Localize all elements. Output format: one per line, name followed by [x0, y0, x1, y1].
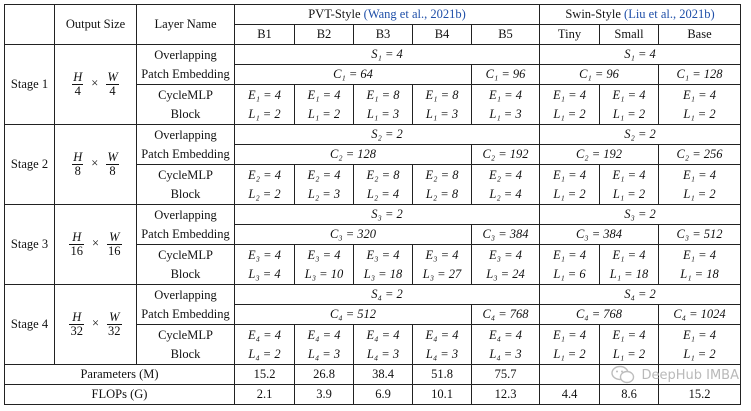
- expansion-ratio: E₄ = 4: [235, 325, 295, 345]
- layer-patch-embedding: Patch Embedding: [137, 305, 235, 325]
- channels-swin: C₂ = 192: [540, 145, 659, 165]
- expansion-ratio: E₄ = 4: [472, 325, 540, 345]
- column-header: B5: [472, 25, 540, 45]
- parameters-value: 38.4: [354, 365, 413, 385]
- num-layers: L₁ = 2: [659, 345, 741, 365]
- cyclemlp-config-table: [4, 4, 741, 405]
- expansion-ratio: E₃ = 4: [354, 245, 413, 265]
- channels-pvt: C₁ = 64: [235, 65, 472, 85]
- num-layers: L₁ = 2: [295, 105, 354, 125]
- expansion-ratio: E₁ = 4: [472, 85, 540, 105]
- parameters-value: 75.7: [472, 365, 540, 385]
- layer-cyclemlp: CycleMLP: [137, 245, 235, 265]
- parameters-value: 15.2: [235, 365, 295, 385]
- expansion-ratio: E₁ = 8: [354, 85, 413, 105]
- layer-patch-embedding: Patch Embedding: [137, 225, 235, 245]
- expansion-ratio: E₁ = 4: [600, 245, 659, 265]
- expansion-ratio: E₁ = 4: [235, 85, 295, 105]
- channels-pvt: C₃ = 320: [235, 225, 472, 245]
- num-layers: L₄ = 3: [413, 345, 472, 365]
- num-layers: L₄ = 3: [295, 345, 354, 365]
- expansion-ratio: E₂ = 8: [354, 165, 413, 185]
- width-fraction: $\frac{W}{16}$: [108, 229, 121, 258]
- expansion-ratio: E₁ = 4: [659, 245, 741, 265]
- num-layers: L₃ = 10: [295, 265, 354, 285]
- height-fraction: $\frac{H}{16}$: [70, 229, 83, 258]
- height-fraction: $\frac{H}{4}$: [73, 69, 83, 98]
- num-layers: L₂ = 8: [413, 185, 472, 205]
- num-layers: L₁ = 2: [659, 105, 741, 125]
- expansion-ratio: E₂ = 4: [235, 165, 295, 185]
- table-row: [5, 385, 741, 405]
- stride-swin: S₁ = 4: [540, 45, 741, 65]
- column-header: Tiny: [540, 25, 600, 45]
- expansion-ratio: E₃ = 4: [235, 245, 295, 265]
- num-layers: L₂ = 2: [235, 185, 295, 205]
- num-layers: L₁ = 2: [600, 185, 659, 205]
- num-layers: L₁ = 2: [235, 105, 295, 125]
- channels-swin: C₁ = 96: [540, 65, 659, 85]
- flops-value: 10.1: [413, 385, 472, 405]
- layer-cyclemlp: CycleMLP: [137, 165, 235, 185]
- header-swin-style: [540, 5, 741, 25]
- num-layers: L₂ = 3: [295, 185, 354, 205]
- expansion-ratio: E₁ = 4: [659, 165, 741, 185]
- stride-pvt: S₂ = 2: [235, 125, 540, 145]
- layer-block: Block: [137, 105, 235, 125]
- expansion-ratio: E₄ = 4: [295, 325, 354, 345]
- expansion-ratio: E₄ = 4: [354, 325, 413, 345]
- flops-value: 15.2: [659, 385, 741, 405]
- channels-swin-base: C₂ = 256: [659, 145, 741, 165]
- channels-swin-base: C₃ = 512: [659, 225, 741, 245]
- expansion-ratio: E₃ = 4: [295, 245, 354, 265]
- pvt-title: PVT-Style: [308, 7, 361, 22]
- header-output-size: Output Size: [55, 5, 137, 45]
- parameters-value: [540, 365, 600, 385]
- output-size-formula: $\frac{H}{8}$ × $\frac{W}{8}$: [55, 125, 137, 205]
- num-layers: L₁ = 3: [413, 105, 472, 125]
- expansion-ratio: E₃ = 4: [413, 245, 472, 265]
- layer-block: Block: [137, 345, 235, 365]
- stride-pvt: S₁ = 4: [235, 45, 540, 65]
- num-layers: L₄ = 2: [235, 345, 295, 365]
- expansion-ratio: E₂ = 4: [295, 165, 354, 185]
- layer-overlapping: Overlapping: [137, 125, 235, 145]
- expansion-ratio: E₁ = 4: [295, 85, 354, 105]
- pvt-citation: (Wang et al., 2021b): [363, 7, 466, 22]
- flops-value: 3.9: [295, 385, 354, 405]
- stride-pvt: S₃ = 2: [235, 205, 540, 225]
- expansion-ratio: E₁ = 4: [600, 85, 659, 105]
- column-header: Small: [600, 25, 659, 45]
- stage-label: Stage 3: [5, 205, 55, 285]
- stage-label: Stage 2: [5, 125, 55, 205]
- expansion-ratio: E₃ = 4: [472, 245, 540, 265]
- output-size-formula: $\frac{H}{4}$ × $\frac{W}{4}$: [55, 45, 137, 125]
- output-size-formula: $\frac{H}{16}$ × $\frac{W}{16}$: [55, 205, 137, 285]
- flops-value: 12.3: [472, 385, 540, 405]
- height-fraction: $\frac{H}{32}$: [70, 309, 83, 338]
- channels-swin: C₄ = 768: [540, 305, 659, 325]
- header-pvt-style: [235, 5, 540, 25]
- wechat-logo-icon: [611, 365, 635, 385]
- channels-pvt-b5: C₁ = 96: [472, 65, 540, 85]
- output-size-formula: $\frac{H}{32}$ × $\frac{W}{32}$: [55, 285, 137, 365]
- num-layers: L₁ = 2: [659, 185, 741, 205]
- column-header: B2: [295, 25, 354, 45]
- stage-label: Stage 1: [5, 45, 55, 125]
- width-fraction: $\frac{W}{32}$: [108, 309, 121, 338]
- channels-swin-base: C₁ = 128: [659, 65, 741, 85]
- num-layers: L₁ = 6: [540, 265, 600, 285]
- num-layers: L₁ = 3: [472, 105, 540, 125]
- watermark: [611, 365, 739, 385]
- num-layers: L₃ = 18: [354, 265, 413, 285]
- header-layer-name: Layer Name: [137, 5, 235, 45]
- expansion-ratio: E₂ = 8: [413, 165, 472, 185]
- layer-patch-embedding: Patch Embedding: [137, 65, 235, 85]
- num-layers: L₁ = 2: [540, 345, 600, 365]
- column-header: B1: [235, 25, 295, 45]
- expansion-ratio: E₁ = 4: [600, 325, 659, 345]
- height-fraction: $\frac{H}{8}$: [73, 149, 83, 178]
- num-layers: L₃ = 4: [235, 265, 295, 285]
- table-row: [5, 125, 741, 145]
- expansion-ratio: E₁ = 4: [540, 245, 600, 265]
- num-layers: L₃ = 27: [413, 265, 472, 285]
- swin-title: Swin-Style: [565, 7, 621, 22]
- table-row: [5, 285, 741, 305]
- flops-value: 2.1: [235, 385, 295, 405]
- flops-value: 4.4: [540, 385, 600, 405]
- layer-overlapping: Overlapping: [137, 285, 235, 305]
- num-layers: L₁ = 3: [354, 105, 413, 125]
- num-layers: L₁ = 18: [659, 265, 741, 285]
- num-layers: L₁ = 2: [600, 345, 659, 365]
- table-row: [5, 45, 741, 65]
- channels-pvt-b5: C₄ = 768: [472, 305, 540, 325]
- table-row: [5, 205, 741, 225]
- channels-swin-base: C₄ = 1024: [659, 305, 741, 325]
- channels-swin: C₃ = 384: [540, 225, 659, 245]
- table-row: [5, 5, 741, 25]
- expansion-ratio: E₁ = 4: [659, 325, 741, 345]
- stride-pvt: S₄ = 2: [235, 285, 540, 305]
- channels-pvt: C₂ = 128: [235, 145, 472, 165]
- parameters-value: 51.8: [413, 365, 472, 385]
- expansion-ratio: E₁ = 4: [659, 85, 741, 105]
- num-layers: L₂ = 4: [472, 185, 540, 205]
- num-layers: L₄ = 3: [354, 345, 413, 365]
- watermark-text: DeepHub IMBA: [641, 367, 739, 383]
- layer-overlapping: Overlapping: [137, 205, 235, 225]
- layer-block: Block: [137, 265, 235, 285]
- width-fraction: $\frac{W}{8}$: [107, 149, 118, 178]
- layer-overlapping: Overlapping: [137, 45, 235, 65]
- num-layers: L₁ = 18: [600, 265, 659, 285]
- stride-swin: S₂ = 2: [540, 125, 741, 145]
- layer-cyclemlp: CycleMLP: [137, 85, 235, 105]
- expansion-ratio: E₄ = 4: [413, 325, 472, 345]
- expansion-ratio: E₁ = 4: [600, 165, 659, 185]
- flops-label: FLOPs (G): [5, 385, 235, 405]
- stride-swin: S₃ = 2: [540, 205, 741, 225]
- flops-value: 6.9: [354, 385, 413, 405]
- stage-label: Stage 4: [5, 285, 55, 365]
- expansion-ratio: E₁ = 8: [413, 85, 472, 105]
- channels-pvt: C₄ = 512: [235, 305, 472, 325]
- parameters-label: Parameters (M): [5, 365, 235, 385]
- column-header: B3: [354, 25, 413, 45]
- num-layers: L₁ = 2: [540, 105, 600, 125]
- stride-swin: S₄ = 2: [540, 285, 741, 305]
- layer-block: Block: [137, 185, 235, 205]
- parameters-value: 26.8: [295, 365, 354, 385]
- column-header: Base: [659, 25, 741, 45]
- channels-pvt-b5: C₃ = 384: [472, 225, 540, 245]
- swin-citation: (Liu et al., 2021b): [624, 7, 715, 22]
- num-layers: L₂ = 4: [354, 185, 413, 205]
- num-layers: L₁ = 2: [600, 105, 659, 125]
- channels-pvt-b5: C₂ = 192: [472, 145, 540, 165]
- num-layers: L₃ = 24: [472, 265, 540, 285]
- expansion-ratio: E₁ = 4: [540, 325, 600, 345]
- header-blank: [5, 5, 55, 45]
- expansion-ratio: E₁ = 4: [540, 165, 600, 185]
- expansion-ratio: E₁ = 4: [540, 85, 600, 105]
- expansion-ratio: E₂ = 4: [472, 165, 540, 185]
- num-layers: L₁ = 2: [540, 185, 600, 205]
- layer-patch-embedding: Patch Embedding: [137, 145, 235, 165]
- width-fraction: $\frac{W}{4}$: [107, 69, 118, 98]
- column-header: B4: [413, 25, 472, 45]
- flops-value: 8.6: [600, 385, 659, 405]
- layer-cyclemlp: CycleMLP: [137, 325, 235, 345]
- num-layers: L₄ = 3: [472, 345, 540, 365]
